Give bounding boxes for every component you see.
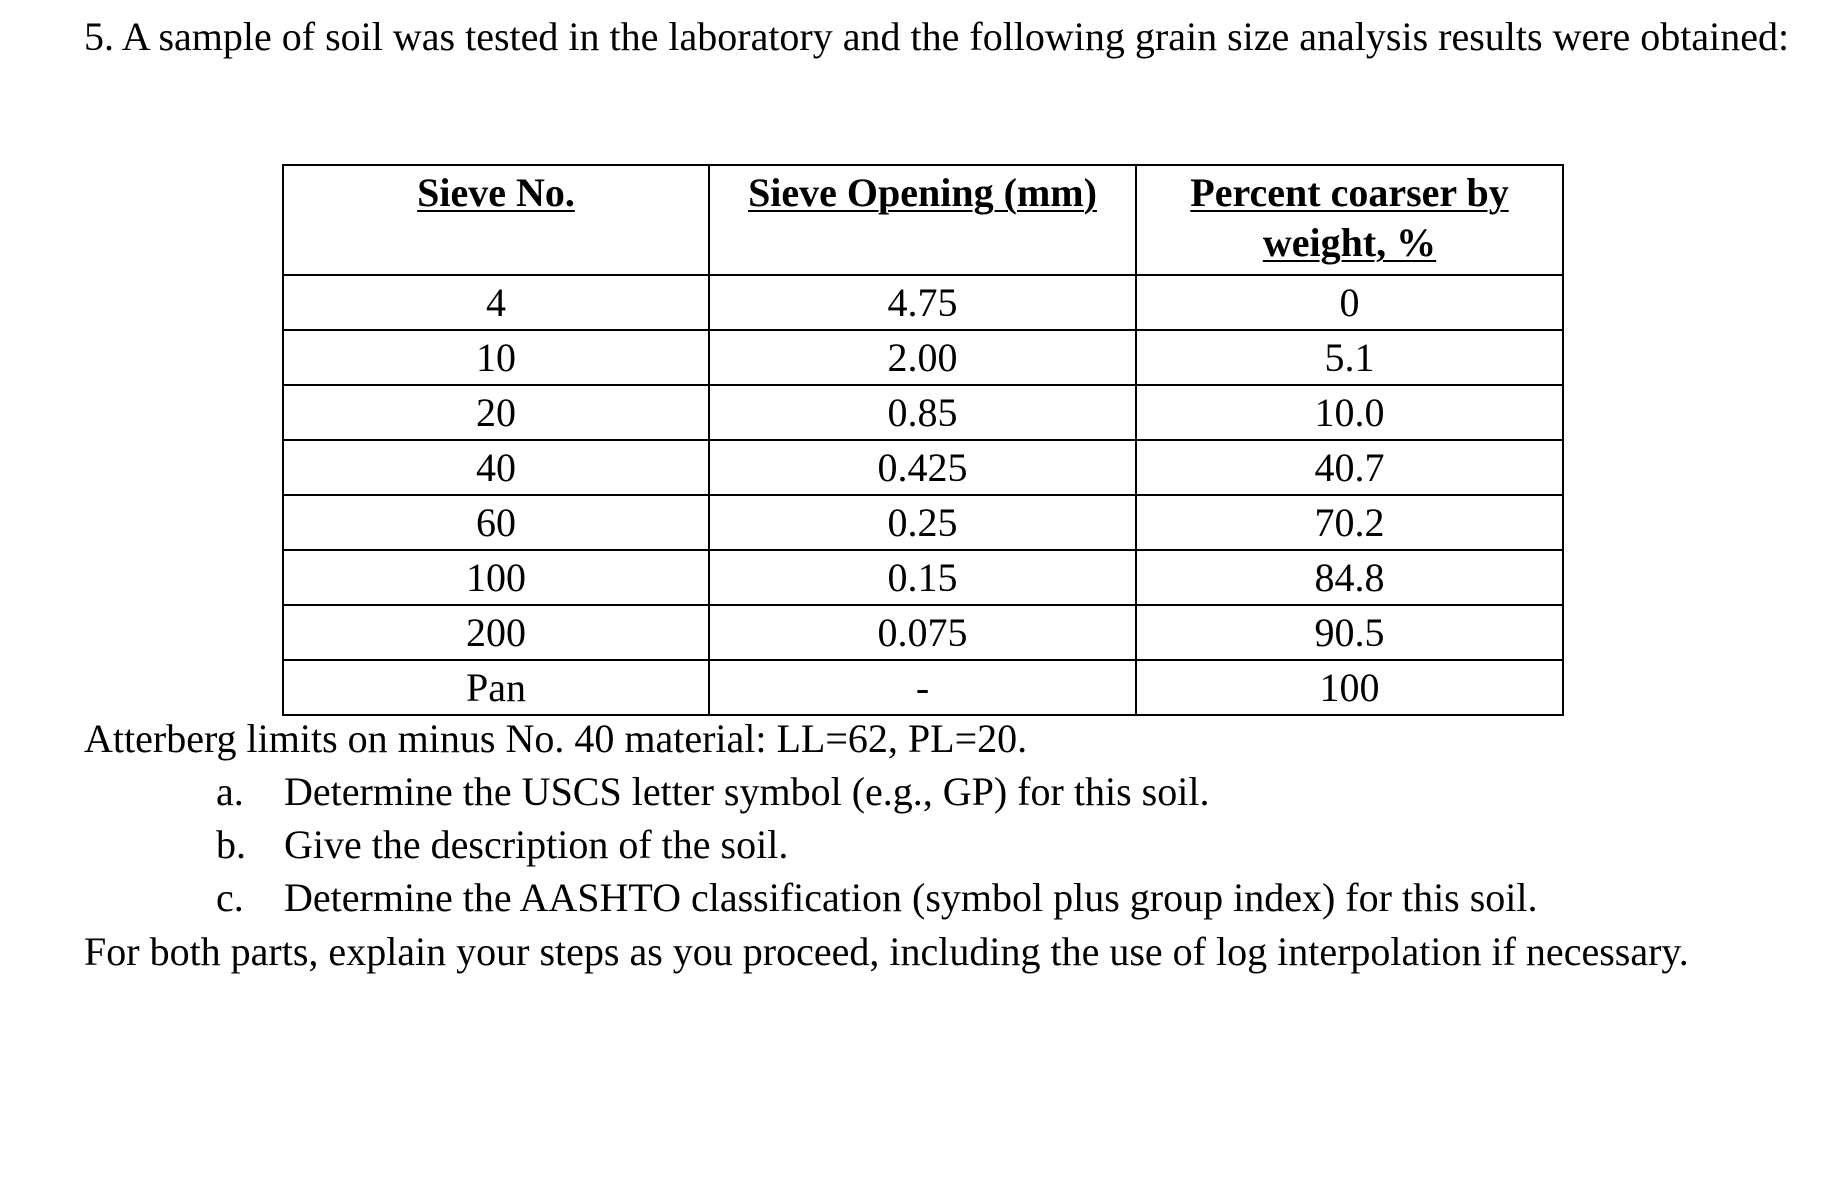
header-sieve-no: Sieve No. [283, 165, 709, 275]
cell-opening: 4.75 [709, 275, 1136, 330]
cell-opening: 2.00 [709, 330, 1136, 385]
cell-opening: 0.075 [709, 605, 1136, 660]
cell-opening: 0.15 [709, 550, 1136, 605]
cell-opening: - [709, 660, 1136, 715]
table-row [283, 385, 1563, 440]
question-item [216, 818, 1538, 871]
cell-sieve-no: Pan [283, 660, 709, 715]
table-row [283, 660, 1563, 715]
table-row [283, 330, 1563, 385]
cell-sieve-no: 4 [283, 275, 709, 330]
cell-percent: 40.7 [1136, 440, 1563, 495]
cell-sieve-no: 20 [283, 385, 709, 440]
cell-sieve-no: 40 [283, 440, 709, 495]
cell-opening: 0.425 [709, 440, 1136, 495]
cell-percent: 90.5 [1136, 605, 1563, 660]
table-header-row [283, 165, 1563, 275]
cell-percent: 70.2 [1136, 495, 1563, 550]
table-row [283, 605, 1563, 660]
cell-sieve-no: 60 [283, 495, 709, 550]
question-item [216, 765, 1538, 818]
cell-sieve-no: 10 [283, 330, 709, 385]
cell-percent: 5.1 [1136, 330, 1563, 385]
table-row [283, 440, 1563, 495]
cell-sieve-no: 200 [283, 605, 709, 660]
cell-percent: 0 [1136, 275, 1563, 330]
question-text: Determine the AASHTO classification (symbol plus group index) for this soil. [284, 875, 1538, 920]
grain-size-table [282, 164, 1564, 716]
header-sieve-opening: Sieve Opening (mm) [709, 165, 1136, 275]
question-list [216, 765, 1538, 924]
cell-sieve-no: 100 [283, 550, 709, 605]
question-marker: c. [216, 875, 244, 920]
atterberg-limits-text: Atterberg limits on minus No. 40 material: LL=62, PL=20. [84, 716, 1028, 761]
question-text: Determine the USCS letter symbol (e.g., GP) for this soil. [284, 769, 1210, 814]
table-row [283, 495, 1563, 550]
cell-percent: 100 [1136, 660, 1563, 715]
cell-percent: 10.0 [1136, 385, 1563, 440]
cell-percent: 84.8 [1136, 550, 1563, 605]
header-percent-coarser: Percent coarser by weight, % [1136, 165, 1563, 275]
grain-size-table-wrapper [282, 164, 1564, 716]
problem-intro: 5. A sample of soil was tested in the laboratory and the following grain size analysis results were obtained: [84, 14, 1790, 59]
table-row [283, 275, 1563, 330]
cell-opening: 0.25 [709, 495, 1136, 550]
table-row [283, 550, 1563, 605]
question-marker: a. [216, 769, 244, 814]
question-marker: b. [216, 822, 246, 867]
question-text: Give the description of the soil. [284, 822, 789, 867]
question-item [216, 871, 1538, 924]
closing-instructions: For both parts, explain your steps as you proceed, including the use of log interpolation if necessary. [84, 929, 1689, 974]
cell-opening: 0.85 [709, 385, 1136, 440]
